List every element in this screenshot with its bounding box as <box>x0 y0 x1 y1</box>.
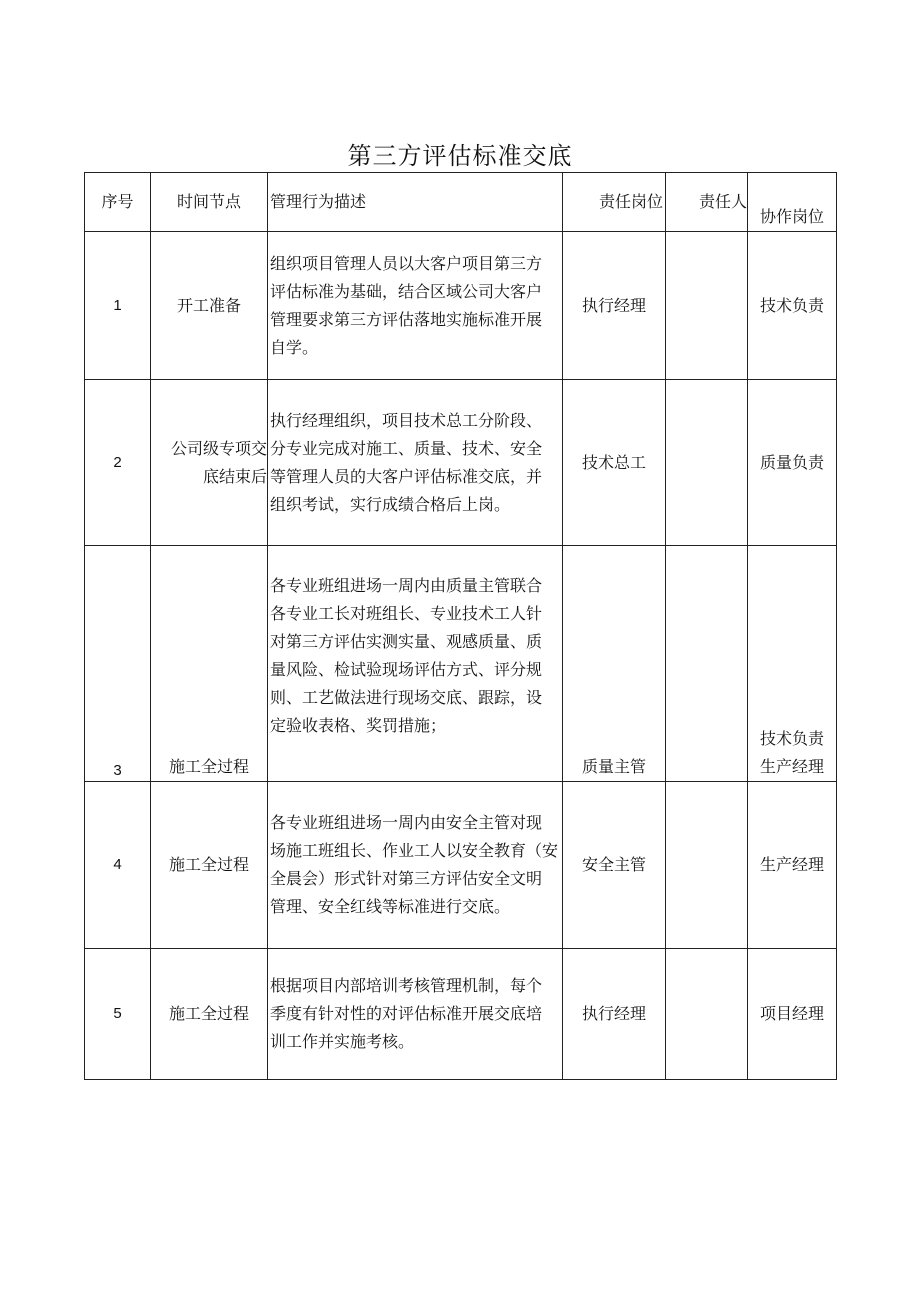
standards-table <box>84 172 837 1080</box>
row-desc-line: 则、工艺做法进行现场交底、跟踪，设 <box>270 688 543 707</box>
row-time <box>151 949 268 1080</box>
row-desc-line: 季度有针对性的对评估标准开展交底培 <box>270 1004 543 1023</box>
header-desc: 管理行为描述 <box>268 173 563 232</box>
row-time-line: 底结束后 <box>202 466 267 486</box>
row-person <box>666 782 748 949</box>
row-desc-line: 训工作并实施考核。 <box>270 1032 415 1051</box>
row-co-line: 技术负责 <box>759 295 824 315</box>
row-desc-line: 等管理人员的大客户评估标准交底，并 <box>270 466 543 486</box>
row-desc-line: 管理、安全红线等标准进行交底。 <box>270 897 511 916</box>
row-desc-line: 自学。 <box>270 337 319 357</box>
row-time <box>151 782 268 949</box>
row-no: 1 <box>85 232 151 380</box>
row-desc-line: 各专业班组进场一周内由质量主管联合 <box>270 576 543 595</box>
row-time-line: 开工准备 <box>176 295 241 315</box>
row-time <box>151 232 268 380</box>
table-row <box>85 380 837 546</box>
row-role: 安全主管 <box>563 782 666 949</box>
row-no <box>85 546 151 782</box>
row-desc-line: 执行经理组织，项目技术总工分阶段、 <box>270 410 543 430</box>
row-desc <box>268 232 563 380</box>
row-desc-line: 全晨会）形式针对第三方评估安全文明 <box>270 869 543 888</box>
row-person <box>666 380 748 546</box>
row-co-line: 生产经理 <box>759 855 824 874</box>
row-desc-line: 评估标准为基础，结合区域公司大客户 <box>270 281 543 301</box>
row-time-line: 施工全过程 <box>168 1004 249 1023</box>
row-desc-line: 组织项目管理人员以大客户项目第三方 <box>270 253 543 273</box>
row-desc <box>268 380 563 546</box>
row-desc <box>268 782 563 949</box>
row-desc <box>268 949 563 1080</box>
header-co: 协作岗位 <box>748 173 837 232</box>
row-time <box>151 546 268 782</box>
row-co-line: 质量负责 <box>759 452 824 472</box>
row-time-line: 施工全过程 <box>168 757 249 776</box>
row-desc-line: 场施工班组长、作业工人以安全教育（安 <box>270 841 559 860</box>
row-co <box>748 782 837 949</box>
row-no: 2 <box>85 380 151 546</box>
row-role: 质量主管 <box>563 546 666 782</box>
row-no-text: 3 <box>113 762 122 779</box>
row-desc-line: 量风险、检试验现场评估方式、评分规 <box>270 660 543 679</box>
row-role: 技术总工 <box>563 380 666 546</box>
row-time <box>151 380 268 546</box>
row-desc-line: 根据项目内部培训考核管理机制，每个 <box>270 976 543 995</box>
table-row <box>85 232 837 380</box>
row-person <box>666 949 748 1080</box>
row-no: 5 <box>85 949 151 1080</box>
table-row <box>85 782 837 949</box>
row-co <box>748 232 837 380</box>
row-co <box>748 380 837 546</box>
row-co-line: 生产经理 <box>759 757 824 776</box>
row-desc-line: 对第三方评估实测实量、观感质量、质 <box>270 632 543 651</box>
row-co-line: 技术负责 <box>759 729 824 748</box>
header-person: 责任人 <box>666 173 748 232</box>
row-co <box>748 546 837 782</box>
row-desc-line: 各专业工长对班组长、专业技术工人针 <box>270 604 543 623</box>
row-role: 执行经理 <box>563 232 666 380</box>
document-title: 第三方评估标准交底 <box>347 142 573 170</box>
row-desc-line: 管理要求第三方评估落地实施标准开展 <box>270 309 543 329</box>
row-co-line: 项目经理 <box>759 1004 824 1023</box>
header-time: 时间节点 <box>151 173 268 232</box>
row-person <box>666 546 748 782</box>
header-role: 责任岗位 <box>563 173 666 232</box>
row-person <box>666 232 748 380</box>
row-no: 4 <box>85 782 151 949</box>
row-desc-line: 分专业完成对施工、质量、技术、安全 <box>270 438 543 458</box>
row-co <box>748 949 837 1080</box>
row-desc-line: 组织考试，实行成绩合格后上岗。 <box>270 494 511 514</box>
row-desc-line: 定验收表格、奖罚措施； <box>270 716 447 735</box>
row-time-line: 公司级专项交 <box>170 438 267 458</box>
table-header-row <box>85 173 837 232</box>
row-role: 执行经理 <box>563 949 666 1080</box>
row-desc <box>268 546 563 782</box>
row-desc-line: 各专业班组进场一周内由安全主管对现 <box>270 813 543 832</box>
header-no: 序号 <box>85 173 151 232</box>
table-row <box>85 949 837 1080</box>
table-row <box>85 546 837 782</box>
row-time-line: 施工全过程 <box>168 855 249 874</box>
